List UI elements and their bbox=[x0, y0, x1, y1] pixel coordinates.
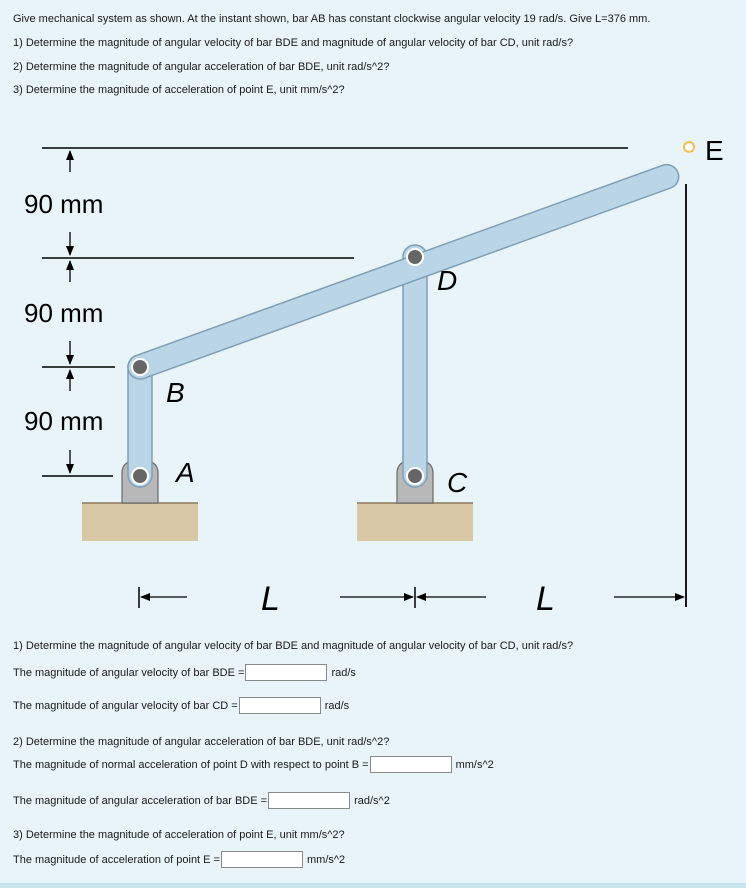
question-1: 1) Determine the magnitude of angular velocity of bar BDE and magnitude of angular velocity of bar CD, unit rad/s? bbox=[13, 37, 574, 49]
ground-c bbox=[357, 503, 473, 541]
normal-acc-label: The magnitude of normal acceleration of point D with respect to point B = bbox=[13, 758, 369, 771]
label-a: A bbox=[176, 457, 195, 488]
bottom-border bbox=[0, 883, 746, 888]
answer-row-normal-acc bbox=[13, 756, 494, 773]
e-acc-label: The magnitude of acceleration of point E = bbox=[13, 853, 220, 866]
answer-row-e-acc bbox=[13, 851, 345, 868]
problem-intro: Give mechanical system as shown. At the instant shown, bar AB has constant clockwise angular velocity 19 rad/s. Give L=376 mm. bbox=[13, 13, 651, 25]
question-3: 3) Determine the magnitude of acceleration of point E, unit mm/s^2? bbox=[13, 84, 345, 96]
section-3-title: 3) Determine the magnitude of acceleration of point E, unit mm/s^2? bbox=[13, 829, 345, 841]
normal-acc-unit: mm/s^2 bbox=[455, 758, 494, 771]
pin-b bbox=[132, 359, 148, 375]
mechanism-figure bbox=[0, 124, 746, 630]
label-e: E bbox=[705, 135, 724, 166]
answer-row-cd-omega bbox=[13, 697, 349, 714]
label-l2: L bbox=[536, 580, 555, 618]
bde-alpha-unit: rad/s^2 bbox=[354, 794, 390, 807]
dim2-label: 90 mm bbox=[24, 298, 104, 328]
normal-acc-input[interactable] bbox=[370, 756, 452, 773]
section-2-title: 2) Determine the magnitude of angular acceleration of bar BDE, unit rad/s^2? bbox=[13, 736, 390, 748]
label-b: B bbox=[166, 377, 185, 408]
pin-c bbox=[407, 468, 423, 484]
cd-omega-label: The magnitude of angular velocity of bar CD = bbox=[13, 699, 238, 712]
dim1-label: 90 mm bbox=[24, 189, 104, 219]
bde-alpha-input[interactable] bbox=[268, 792, 350, 809]
bde-omega-input[interactable] bbox=[245, 664, 327, 681]
cd-omega-unit: rad/s bbox=[324, 699, 350, 712]
section-1-title: 1) Determine the magnitude of angular velocity of bar BDE and magnitude of angular velocity of bar CD, unit rad/s? bbox=[13, 640, 574, 652]
e-acc-input[interactable] bbox=[221, 851, 303, 868]
pin-a bbox=[132, 468, 148, 484]
bde-alpha-label: The magnitude of angular acceleration of bar BDE = bbox=[13, 794, 268, 807]
e-acc-unit: mm/s^2 bbox=[307, 853, 346, 866]
ground-a bbox=[82, 503, 198, 541]
label-l1: L bbox=[261, 580, 280, 618]
bde-omega-unit: rad/s bbox=[331, 666, 356, 679]
question-2: 2) Determine the magnitude of angular acceleration of bar BDE, unit rad/s^2? bbox=[13, 61, 390, 73]
pin-d bbox=[407, 249, 423, 265]
cd-omega-input[interactable] bbox=[239, 697, 321, 714]
answer-row-bde-alpha bbox=[13, 792, 390, 809]
label-c: C bbox=[447, 467, 468, 498]
dim3-label: 90 mm bbox=[24, 406, 104, 436]
bde-omega-label: The magnitude of angular velocity of bar BDE = bbox=[13, 666, 245, 679]
label-d: D bbox=[437, 265, 458, 296]
answer-row-bde-omega bbox=[13, 664, 356, 681]
point-e-marker bbox=[684, 142, 694, 152]
